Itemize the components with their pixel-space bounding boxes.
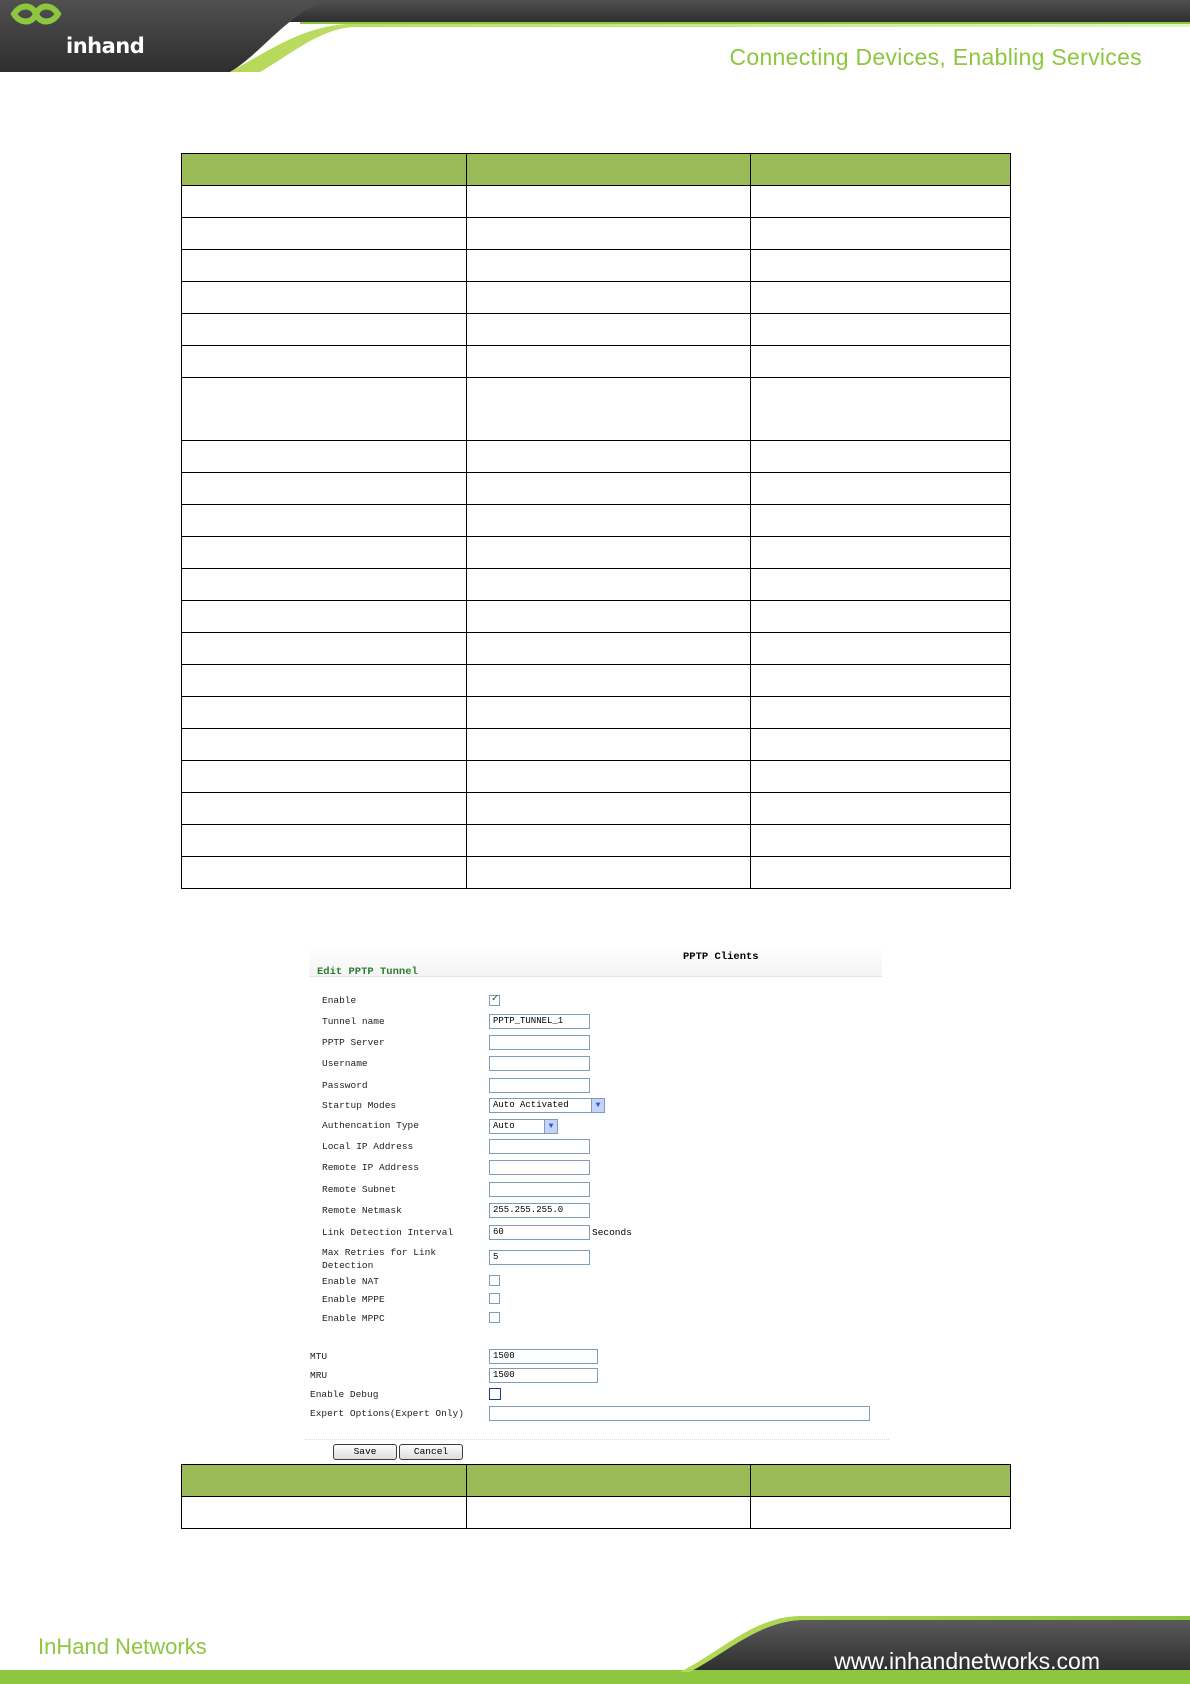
table-cell bbox=[751, 1497, 1011, 1529]
password-input[interactable] bbox=[489, 1078, 590, 1093]
table-row bbox=[182, 378, 1011, 441]
expert-options-label: Expert Options(Expert Only) bbox=[310, 1408, 464, 1419]
mtu-label: MTU bbox=[310, 1351, 328, 1362]
table-cell bbox=[182, 569, 467, 601]
parameter-table bbox=[181, 153, 1011, 889]
username-input[interactable] bbox=[489, 1056, 590, 1071]
table-cell bbox=[467, 601, 751, 633]
enable-checkbox[interactable] bbox=[489, 995, 500, 1006]
table-cell bbox=[751, 441, 1011, 473]
table-row bbox=[182, 633, 1011, 665]
table-cell bbox=[182, 1497, 467, 1529]
table-header-cell bbox=[751, 154, 1011, 186]
auth-type-label: Authencation Type bbox=[322, 1120, 419, 1131]
table-header-row bbox=[182, 154, 1011, 186]
table-cell bbox=[751, 633, 1011, 665]
table-cell bbox=[182, 473, 467, 505]
table-cell bbox=[751, 505, 1011, 537]
table-cell bbox=[467, 314, 751, 346]
pptp-server-input[interactable] bbox=[489, 1035, 590, 1050]
auth-type-value: Auto bbox=[493, 1121, 515, 1131]
tunnel-name-label: Tunnel name bbox=[322, 1016, 385, 1027]
table-cell bbox=[751, 186, 1011, 218]
startup-modes-value: Auto Activated bbox=[493, 1100, 569, 1110]
table-cell bbox=[182, 729, 467, 761]
table-cell bbox=[467, 441, 751, 473]
table-cell bbox=[182, 857, 467, 889]
link-interval-label: Link Detection Interval bbox=[322, 1227, 454, 1238]
max-retries-input[interactable]: 5 bbox=[489, 1250, 590, 1265]
pptp-client-form bbox=[305, 943, 889, 1463]
panel-subtitle: Edit PPTP Tunnel bbox=[317, 966, 418, 978]
table-cell bbox=[467, 825, 751, 857]
table-cell bbox=[182, 601, 467, 633]
table-cell bbox=[751, 665, 1011, 697]
table-row bbox=[182, 825, 1011, 857]
table-cell bbox=[751, 729, 1011, 761]
table-row bbox=[182, 314, 1011, 346]
panel-title: PPTP Clients bbox=[683, 951, 759, 963]
remote-netmask-input[interactable]: 255.255.255.0 bbox=[489, 1203, 590, 1218]
startup-modes-select[interactable] bbox=[489, 1098, 605, 1113]
table-cell bbox=[467, 761, 751, 793]
footer-company: InHand Networks bbox=[38, 1634, 207, 1659]
table-row bbox=[182, 250, 1011, 282]
table-cell bbox=[751, 569, 1011, 601]
table-cell bbox=[751, 601, 1011, 633]
table-cell bbox=[751, 314, 1011, 346]
table-cell bbox=[467, 473, 751, 505]
table-cell bbox=[182, 282, 467, 314]
enable-debug-label: Enable Debug bbox=[310, 1389, 379, 1400]
table-cell bbox=[182, 761, 467, 793]
remote-subnet-input[interactable] bbox=[489, 1182, 590, 1197]
table-cell bbox=[751, 793, 1011, 825]
local-ip-label: Local IP Address bbox=[322, 1141, 414, 1152]
table-row bbox=[182, 697, 1011, 729]
enable-mppe-label: Enable MPPE bbox=[322, 1294, 385, 1305]
remote-subnet-label: Remote Subnet bbox=[322, 1184, 397, 1195]
mru-label: MRU bbox=[310, 1370, 328, 1381]
table-cell bbox=[467, 729, 751, 761]
table-cell bbox=[467, 250, 751, 282]
table-cell bbox=[467, 1497, 751, 1529]
table-cell bbox=[751, 218, 1011, 250]
checkmark-icon: ✓ bbox=[491, 993, 500, 1004]
secondary-table bbox=[181, 1464, 1011, 1529]
max-retries-label: Max Retries for Link Detection bbox=[322, 1247, 437, 1271]
password-label: Password bbox=[322, 1080, 368, 1091]
remote-netmask-label: Remote Netmask bbox=[322, 1205, 402, 1216]
enable-nat-label: Enable NAT bbox=[322, 1276, 380, 1287]
table-cell bbox=[467, 697, 751, 729]
table-header-cell bbox=[467, 1465, 751, 1497]
tunnel-name-input[interactable]: PPTP_TUNNEL_1 bbox=[489, 1014, 590, 1029]
table-cell bbox=[182, 314, 467, 346]
table-cell bbox=[182, 250, 467, 282]
mtu-input[interactable]: 1500 bbox=[489, 1349, 598, 1364]
table-cell bbox=[182, 793, 467, 825]
table-cell bbox=[182, 633, 467, 665]
save-button[interactable]: Save bbox=[333, 1444, 397, 1460]
remote-ip-label: Remote IP Address bbox=[322, 1162, 419, 1173]
table-cell bbox=[751, 250, 1011, 282]
remote-ip-input[interactable] bbox=[489, 1160, 590, 1175]
inhand-logo-icon bbox=[0, 0, 70, 56]
auth-type-select[interactable] bbox=[489, 1119, 558, 1134]
table-cell bbox=[182, 505, 467, 537]
link-interval-input[interactable]: 60 bbox=[489, 1225, 590, 1240]
enable-mppc-checkbox[interactable] bbox=[489, 1312, 500, 1323]
table-row bbox=[182, 665, 1011, 697]
table-cell bbox=[751, 346, 1011, 378]
table-cell bbox=[751, 378, 1011, 441]
table-cell bbox=[182, 346, 467, 378]
table-cell bbox=[467, 282, 751, 314]
table-cell bbox=[751, 857, 1011, 889]
table-row bbox=[182, 569, 1011, 601]
table-cell bbox=[751, 537, 1011, 569]
mru-input[interactable]: 1500 bbox=[489, 1368, 598, 1383]
table-cell bbox=[467, 505, 751, 537]
table-header-cell bbox=[182, 154, 467, 186]
table-row bbox=[182, 729, 1011, 761]
table-cell bbox=[467, 186, 751, 218]
table-row bbox=[182, 601, 1011, 633]
chevron-down-icon[interactable]: ▼ bbox=[591, 1099, 604, 1112]
footer-website-link[interactable]: www.inhandnetworks.com bbox=[834, 1648, 1100, 1674]
table-row bbox=[182, 761, 1011, 793]
table-cell bbox=[182, 441, 467, 473]
table-cell bbox=[467, 346, 751, 378]
table-cell bbox=[182, 218, 467, 250]
table-row bbox=[182, 186, 1011, 218]
link-interval-unit: Seconds bbox=[592, 1227, 632, 1238]
table-cell bbox=[467, 793, 751, 825]
table-header-cell bbox=[467, 154, 751, 186]
table-cell bbox=[182, 378, 467, 441]
local-ip-input[interactable] bbox=[489, 1139, 590, 1154]
table-cell bbox=[751, 761, 1011, 793]
cancel-button[interactable]: Cancel bbox=[399, 1444, 463, 1460]
table-cell bbox=[467, 633, 751, 665]
expert-options-input[interactable] bbox=[489, 1406, 870, 1421]
table-cell bbox=[467, 857, 751, 889]
pptp-server-label: PPTP Server bbox=[322, 1037, 385, 1048]
table-header-row bbox=[182, 1465, 1011, 1497]
table-cell bbox=[467, 537, 751, 569]
chevron-down-icon[interactable]: ▼ bbox=[544, 1120, 557, 1133]
table-row bbox=[182, 346, 1011, 378]
table-cell bbox=[751, 825, 1011, 857]
username-label: Username bbox=[322, 1058, 368, 1069]
header-tagline: Connecting Devices, Enabling Services bbox=[729, 44, 1142, 70]
enable-nat-checkbox[interactable] bbox=[489, 1275, 500, 1286]
table-cell bbox=[182, 665, 467, 697]
table-row bbox=[182, 218, 1011, 250]
startup-modes-label: Startup Modes bbox=[322, 1100, 397, 1111]
page-footer bbox=[0, 1610, 1190, 1684]
enable-mppc-label: Enable MPPC bbox=[322, 1313, 385, 1324]
table-header-cell bbox=[182, 1465, 467, 1497]
table-cell bbox=[182, 186, 467, 218]
table-cell bbox=[467, 665, 751, 697]
table-row bbox=[182, 793, 1011, 825]
table-cell bbox=[467, 378, 751, 441]
enable-label: Enable bbox=[322, 995, 357, 1006]
page-header bbox=[0, 0, 1190, 80]
table-cell bbox=[182, 537, 467, 569]
enable-mppe-checkbox[interactable] bbox=[489, 1293, 500, 1304]
table-cell bbox=[182, 825, 467, 857]
table-cell bbox=[751, 473, 1011, 505]
table-cell bbox=[751, 282, 1011, 314]
form-divider bbox=[305, 1439, 889, 1440]
table-cell bbox=[467, 218, 751, 250]
table-row bbox=[182, 1497, 1011, 1529]
table-cell bbox=[182, 697, 467, 729]
enable-debug-checkbox[interactable] bbox=[489, 1388, 501, 1400]
table-row bbox=[182, 857, 1011, 889]
table-row bbox=[182, 441, 1011, 473]
logo-text: inhand bbox=[66, 34, 145, 58]
table-row bbox=[182, 473, 1011, 505]
table-cell bbox=[751, 697, 1011, 729]
table-cell bbox=[467, 569, 751, 601]
table-row bbox=[182, 282, 1011, 314]
table-row bbox=[182, 537, 1011, 569]
table-row bbox=[182, 505, 1011, 537]
table-header-cell bbox=[751, 1465, 1011, 1497]
